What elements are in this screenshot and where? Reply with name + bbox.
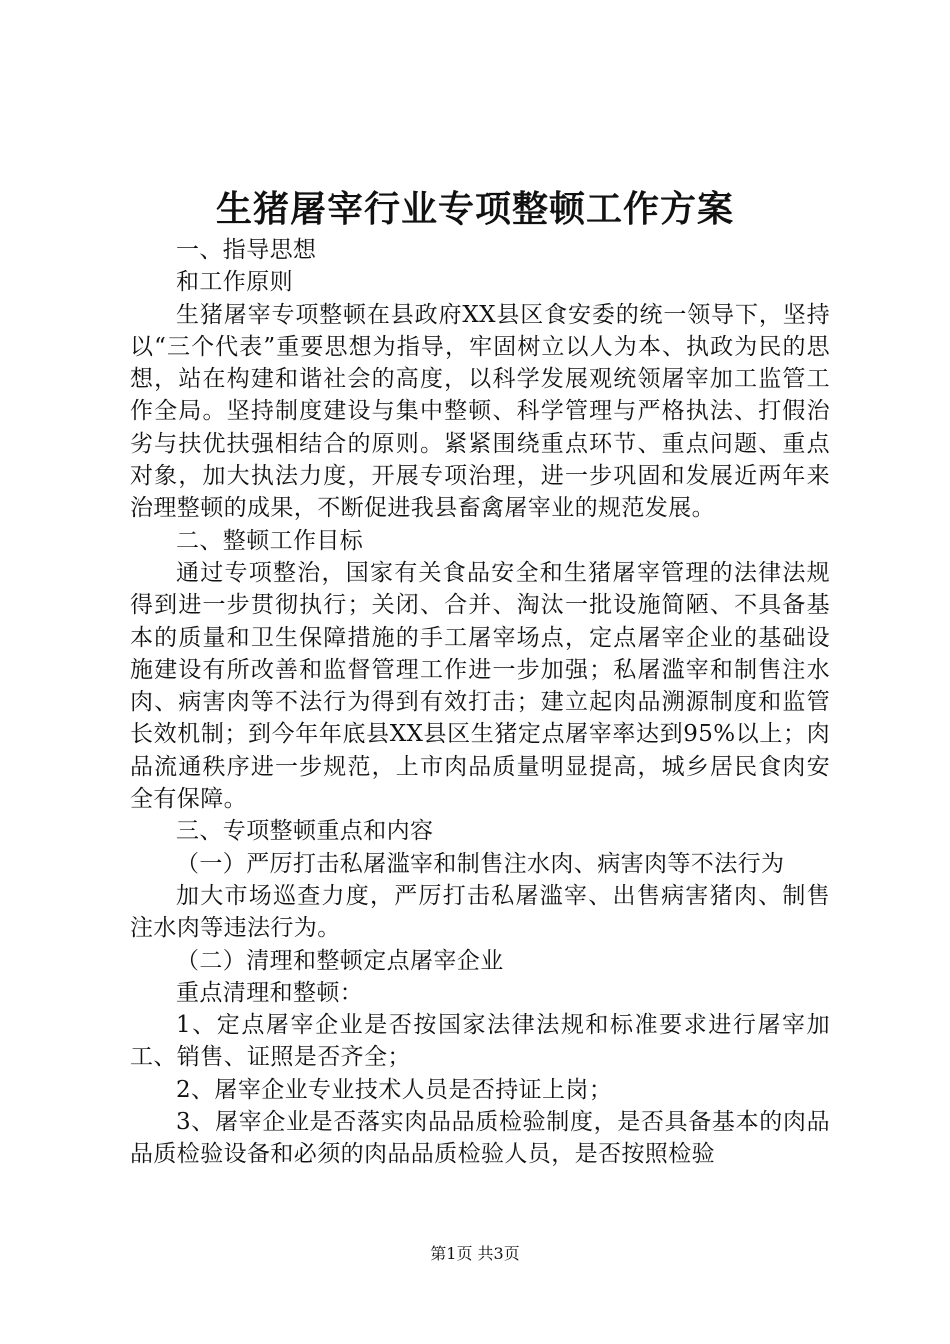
subsection-heading-1: （一）严厉打击私屠滥宰和制售注水肉、病害肉等不法行为 xyxy=(176,850,785,877)
section-heading-1: 一、指导思想 xyxy=(176,237,317,263)
page-footer: 第1页 共3页 xyxy=(430,1244,520,1263)
section-heading-2: 二、整顿工作目标 xyxy=(176,527,364,554)
paragraph-market-inspection: 加大市场巡查力度，严厉打击私屠滥宰、出售病害猪肉、制售注水肉等违法行为。 xyxy=(130,882,830,942)
section-heading-1-cont: 和工作原则 xyxy=(176,269,293,296)
paragraph-guiding-principle: 生猪屠宰专项整顿在县政府XX县区食安委的统一领导下，坚持以“三个代表”重要思想为指导，牢固树立以人为本、执政为民的思想，站在构建和谐社会的高度，以科学发展观统领屠宰加工监管工作全局。坚持制度建设与集中整顿、科学管理与严格执法、打假治劣与扶优扶强相结合的原则。紧紧围绕重点环节、重点问题、重点对象，加大执法力度，开展专项治理，进一步巩固和发展近两年来治理整顿的成果，不断促进我县畜禽屠宰业的规范发展。 xyxy=(130,301,830,522)
paragraph-key-items-intro: 重点清理和整顿： xyxy=(176,979,364,1006)
list-item-2: 2、屠宰企业专业技术人员是否持证上岗； xyxy=(176,1076,613,1103)
list-item-1: 1、定点屠宰企业是否按国家法律法规和标准要求进行屠宰加工、销售、证照是否齐全； xyxy=(130,1012,830,1071)
subsection-heading-2: （二）清理和整顿定点屠宰企业 xyxy=(176,947,504,974)
section-heading-3: 三、专项整顿重点和内容 xyxy=(176,818,434,845)
paragraph-goals: 通过专项整治，国家有关食品安全和生猪屠宰管理的法律法规得到进一步贯彻执行；关闭、合并、淘汰一批设施简陋、不具备基本的质量和卫生保障措施的手工屠宰场点，定点屠宰企业的基础设施建设有所改善和监督管理工作进一步加强；私屠滥宰和制售注水肉、病害肉等不法行为得到有效打击；建立起肉品溯源制度和监管长效机制；到今年年底县XX县区生猪定点屠宰率达到95%以上；肉品流通秩序进一步规范，上市肉品质量明显提高，城乡居民食肉安全有保障。 xyxy=(130,559,830,813)
document-title: 生猪屠宰行业专项整顿工作方案 xyxy=(215,188,734,230)
list-item-3: 3、屠宰企业是否落实肉品品质检验制度，是否具备基本的肉品品质检验设备和必须的肉品品质检验人员，是否按照检验 xyxy=(130,1109,830,1168)
document-body xyxy=(130,234,830,1171)
